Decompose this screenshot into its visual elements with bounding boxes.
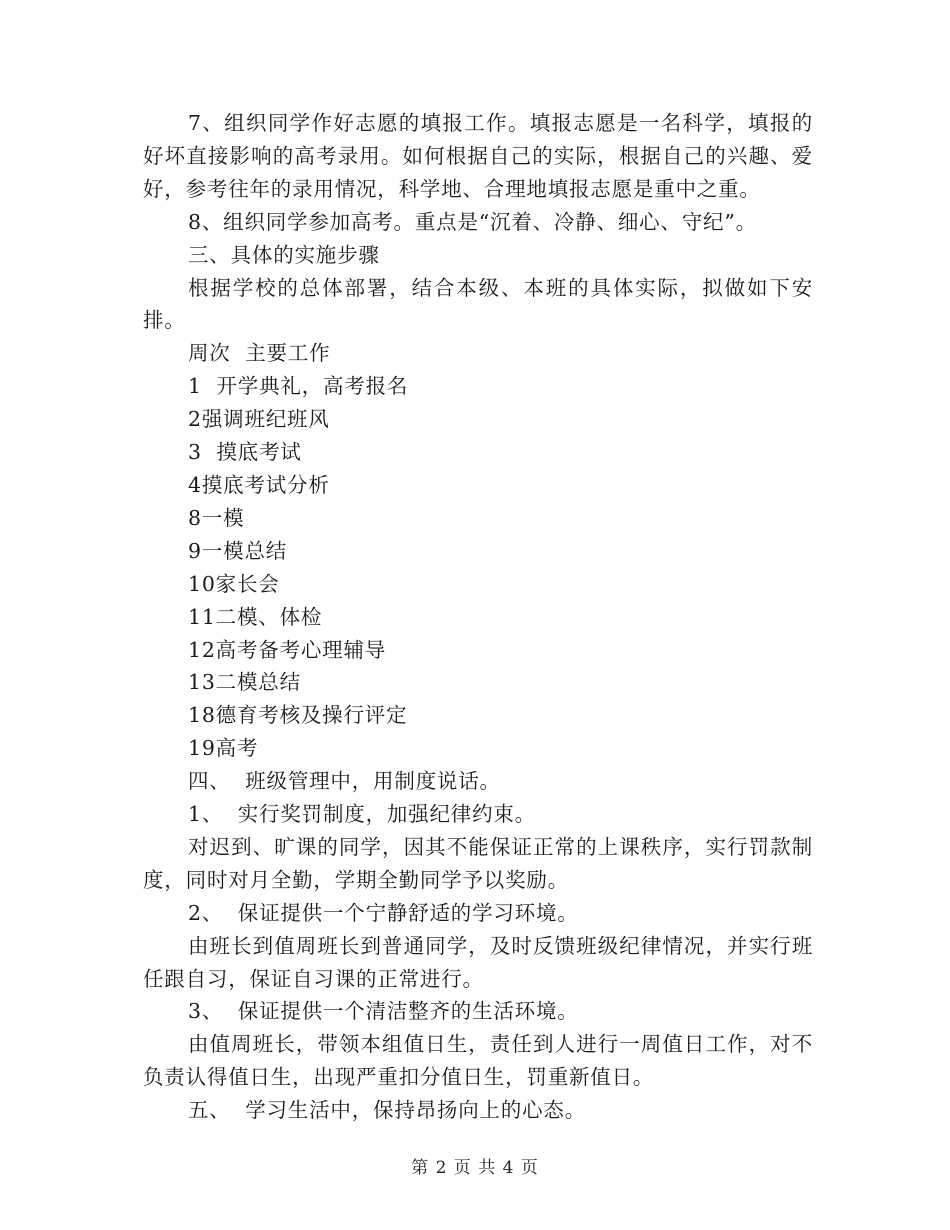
paragraph-arrangement-intro: 根据学校的总体部署，结合本级、本班的具体实际，拟做如下安排。 <box>143 275 813 333</box>
subheading-study-environment: 2、 保证提供一个宁静舒适的学习环境。 <box>188 900 579 925</box>
page-number-footer: 第 2 页 共 4 页 <box>411 1158 539 1178</box>
schedule-item: 18德育考核及操行评定 <box>188 703 408 728</box>
schedule-item: 10家长会 <box>188 571 280 596</box>
paragraph-gaokao-attend: 8、组织同学参加高考。重点是“沉着、冷静、细心、守纪”。 <box>188 209 757 234</box>
section-heading-implementation-steps: 三、具体的实施步骤 <box>188 242 380 267</box>
schedule-item: 2强调班纪班风 <box>188 407 330 432</box>
schedule-item: 19高考 <box>188 736 259 761</box>
schedule-item: 11二模、体检 <box>188 604 323 629</box>
schedule-item: 1 开学典礼，高考报名 <box>188 374 409 399</box>
section-heading-class-management: 四、 班级管理中，用制度说话。 <box>188 769 501 794</box>
paragraph-volunteer-filling: 7、组织同学作好志愿的填报工作。填报志愿是一名科学，填报的好坏直接影响的高考录用。如何根据自己的实际，根据自己的兴趣、爱好，参考往年的录用情况，科学地、合理地填报志愿是重中之重。 <box>143 111 813 201</box>
subheading-reward-punishment: 1、 实行奖罚制度，加强纪律约束。 <box>188 802 536 827</box>
paragraph-duty-rotation: 由值周班长，带领本组值日生，责任到人进行一周值日工作，对不负责认得值日生，出现严重扣分值日生，罚重新值日。 <box>143 1032 813 1090</box>
schedule-item: 3 摸底考试 <box>188 440 302 465</box>
schedule-item: 4摸底考试分析 <box>188 472 330 497</box>
schedule-header: 周次 主要工作 <box>188 341 331 366</box>
schedule-item: 8一模 <box>188 505 245 530</box>
section-heading-positive-attitude: 五、 学习生活中，保持昂扬向上的心态。 <box>188 1098 587 1123</box>
subheading-living-environment: 3、 保证提供一个清洁整齐的生活环境。 <box>188 999 579 1024</box>
schedule-item: 12高考备考心理辅导 <box>188 637 387 662</box>
paragraph-attendance-policy: 对迟到、旷课的同学，因其不能保证正常的上课秩序，实行罚款制度，同时对月全勤，学期全勤同学予以奖励。 <box>143 834 813 892</box>
document-body <box>143 107 813 1127</box>
schedule-item: 9一模总结 <box>188 538 288 563</box>
schedule-item: 13二模总结 <box>188 670 301 695</box>
paragraph-discipline-feedback: 由班长到值周班长到普通同学，及时反馈班级纪律情况，并实行班任跟自习，保证自习课的正常进行。 <box>143 933 813 991</box>
